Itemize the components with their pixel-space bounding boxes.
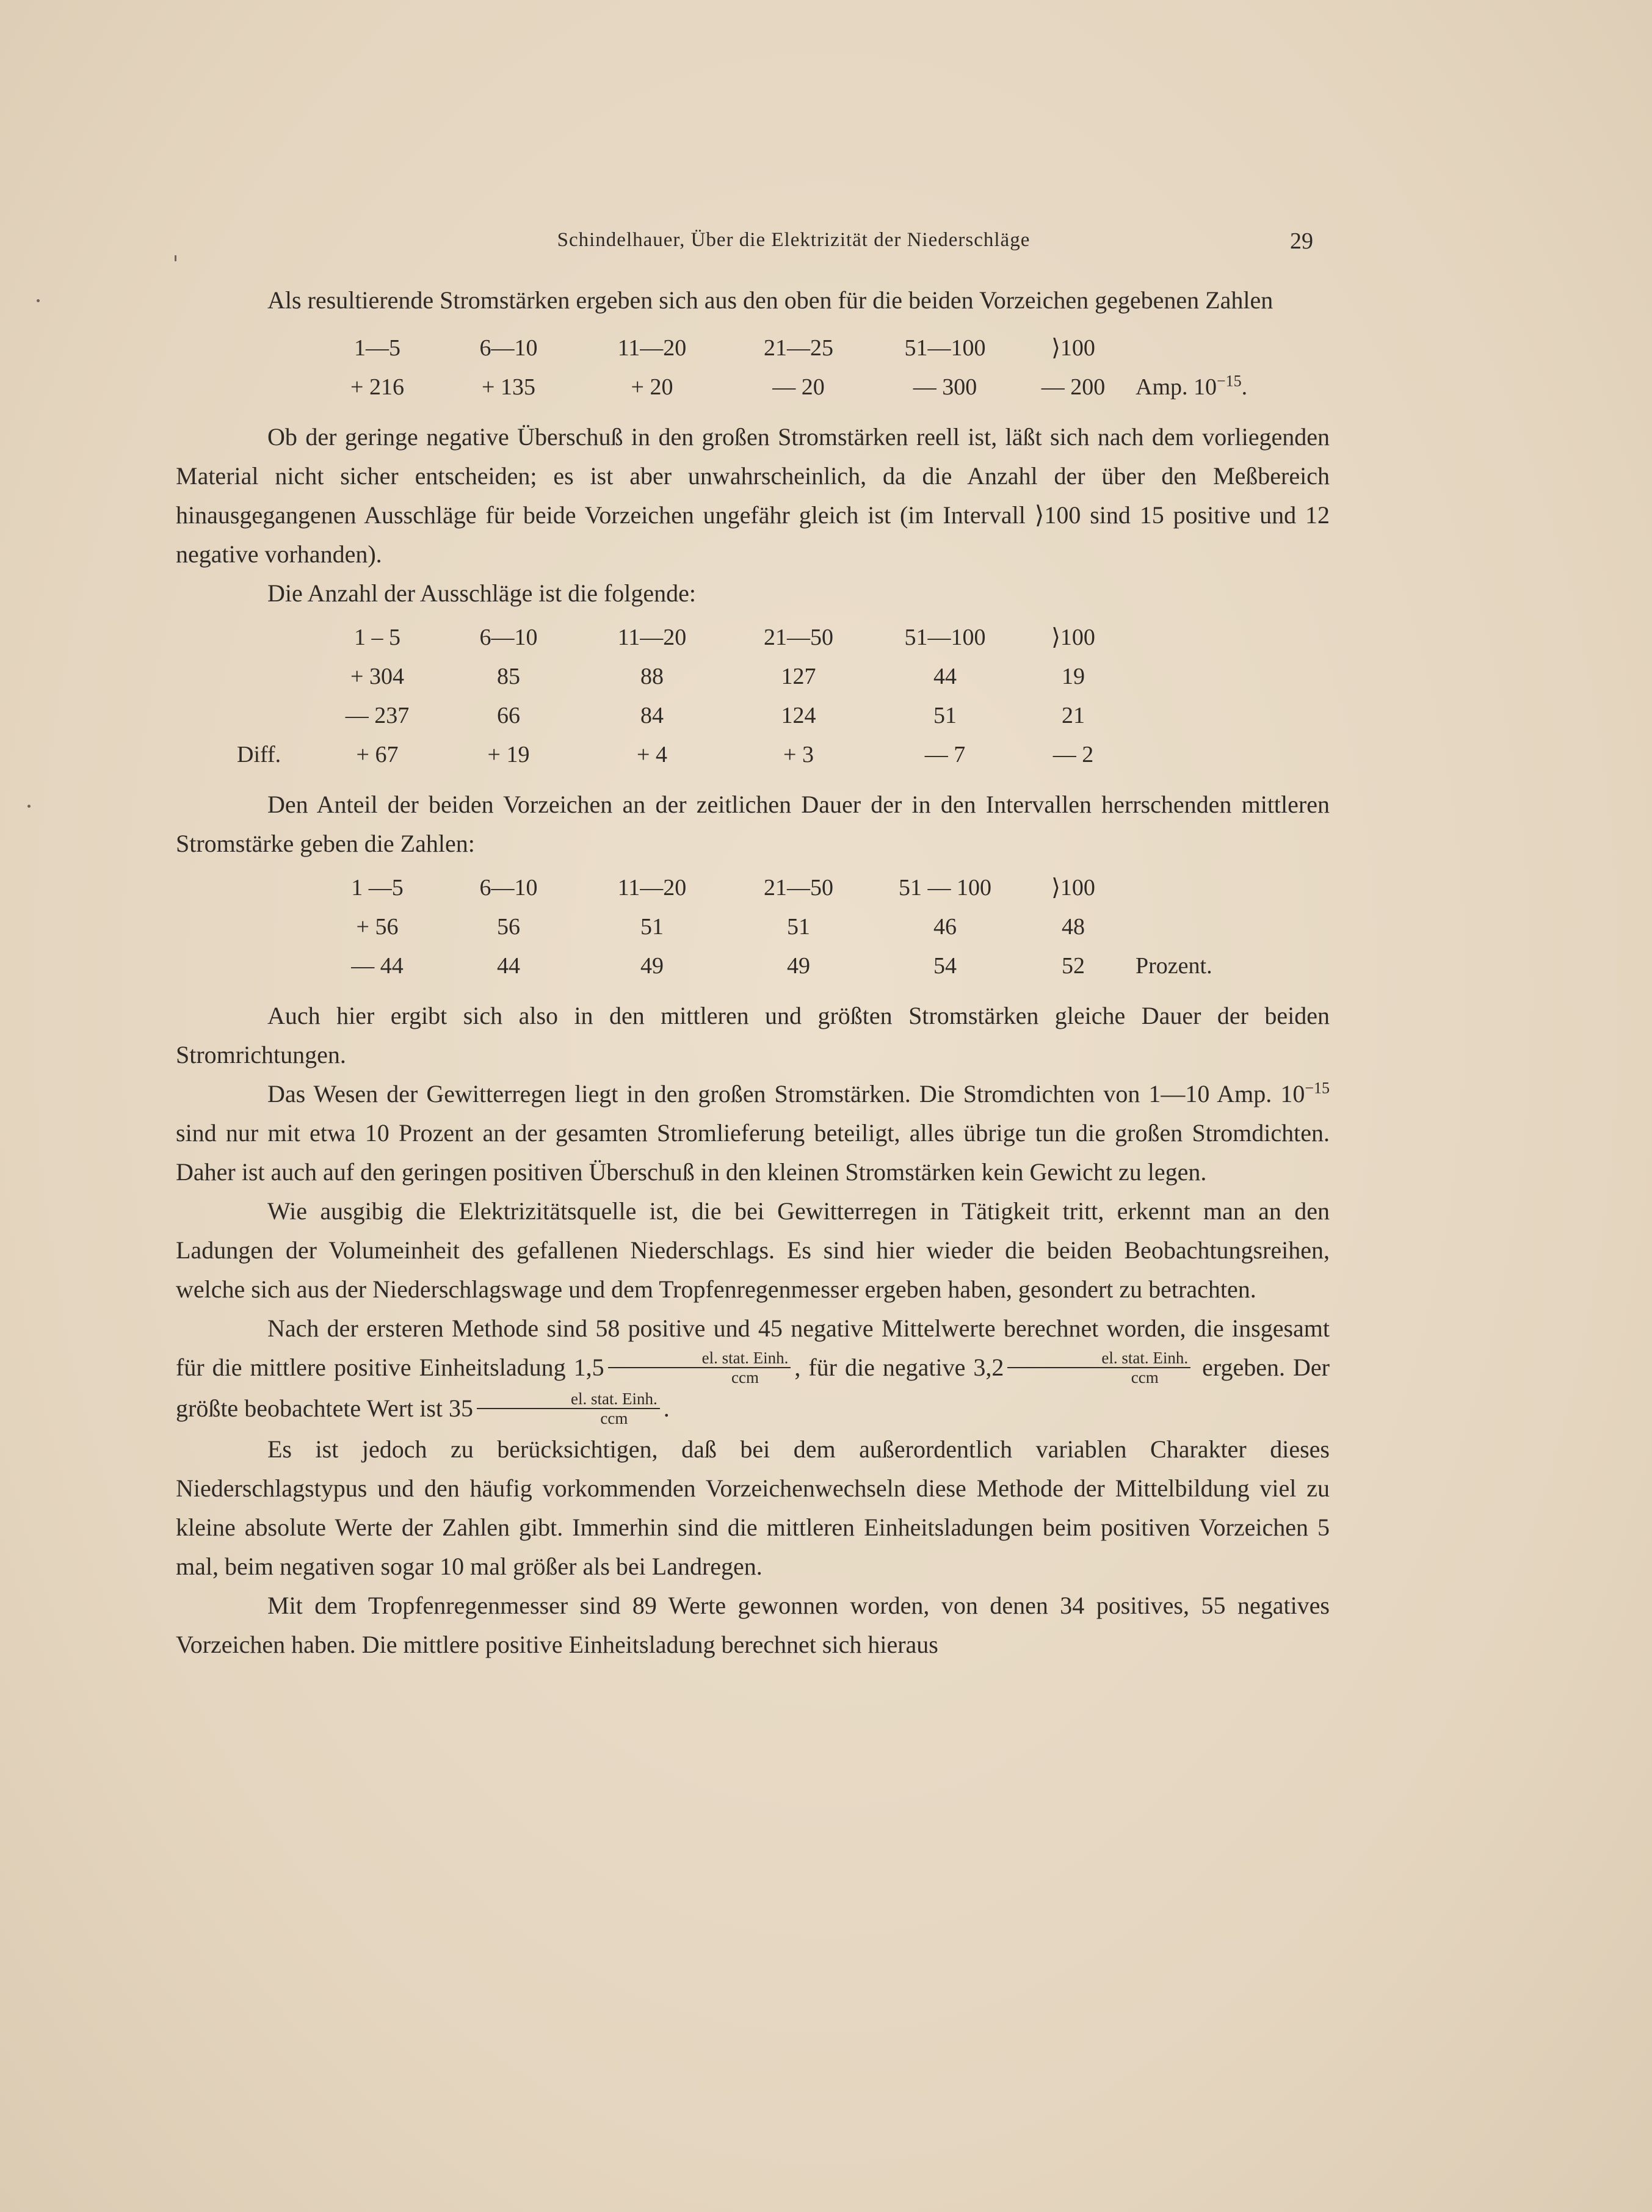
text-run: sind nur mit etwa 10 Prozent an der gesamten Stromlieferung beteiligt, alles übrige tun die großen Stromdichten. Daher ist auch auf den geringen positiven Überschuß in den kleinen Stromstärken kein Gewicht zu legen. <box>176 1119 1330 1186</box>
table-cell: 51 <box>933 703 957 728</box>
table-row <box>237 696 1128 735</box>
table-cell: — 7 <box>924 742 966 767</box>
table-cell: 51 — 100 <box>899 875 991 901</box>
text-run: , für die negative 3,2 <box>794 1354 1004 1381</box>
paper-speck <box>37 299 40 302</box>
paragraph: Mit dem Tropfenregenmesser sind 89 Werte gewonnen worden, von denen 34 positives, 55 negatives Vorzeichen haben. Die mittlere positive Einheitsladung berechnet sich hieraus <box>176 1591 1330 1658</box>
fraction-numerator: el. stat. Einh. <box>608 1349 791 1368</box>
table-cell: 21—50 <box>764 875 833 901</box>
table-cell <box>1128 328 1247 368</box>
paragraph: Es ist jedoch zu berücksichtigen, daß bei dem außerordentlich variablen Charakter dieses Niederschlagstypus und den häufig vorkommenden Vorzeichenwechseln diese Methode der Mittelbildung viel zu kleine absolute Werte der Zahlen gibt. Immerhin sind die mittleren Einheitsladungen beim positiven Vorzeichen 5 mal, beim negativen sogar 10 mal größer als bei Landregen. <box>176 1435 1330 1580</box>
table-cell: ⟩100 <box>1051 875 1095 901</box>
table-cell: 1 – 5 <box>354 625 400 650</box>
table-cell <box>1128 868 1212 907</box>
fraction-denominator: ccm <box>1131 1368 1159 1387</box>
table-cell: 49 <box>640 953 664 979</box>
table-cell: + 20 <box>631 374 673 400</box>
unit-label <box>1128 368 1247 407</box>
paragraph: Ob der geringe negative Überschuß in den großen Stromstärken reell ist, läßt sich nach dem vorliegenden Material nicht sicher entscheiden; es ist aber unwahrscheinlich, da die Anzahl der über den Meßbereich hinausgegangenen Ausschläge für beide Vorzeichen ungefähr gleich ist (im Intervall ⟩100 sind 15 positive und 12 negative vorhanden). <box>176 423 1330 568</box>
table-cell: 11—20 <box>617 335 687 361</box>
paragraph: Die Anzahl der Ausschläge ist die folgende: <box>267 579 697 607</box>
table-cell: 11—20 <box>617 875 687 901</box>
table-cell: + 304 <box>350 664 404 689</box>
table-cell: + 3 <box>783 742 814 767</box>
unit-exponent: −15 <box>1217 372 1242 390</box>
paragraph: Als resultierende Stromstärken ergeben sich aus den oben für die beiden Vorzeichen gegebenen Zahlen <box>267 286 1273 314</box>
table-cell: 51—100 <box>904 625 986 650</box>
unit-fraction <box>608 1349 791 1387</box>
table-cell: 21—50 <box>764 625 833 650</box>
unit-end: . <box>1241 374 1248 400</box>
unit-fraction <box>1007 1349 1190 1387</box>
table-cell: 51 <box>640 914 664 940</box>
table-cell: 44 <box>933 664 957 689</box>
fraction-numerator: el. stat. Einh. <box>477 1390 660 1409</box>
table-header-row <box>237 618 1128 657</box>
table-row <box>237 657 1128 696</box>
table-cell <box>237 618 316 657</box>
table-cell: — 237 <box>345 703 410 728</box>
table-cell: 52 <box>1062 953 1085 979</box>
table-cell: ⟩100 <box>1051 625 1095 650</box>
table-cell: 127 <box>781 664 816 689</box>
table-cell <box>1128 907 1212 946</box>
body-text <box>176 281 1330 1664</box>
fraction-denominator: ccm <box>600 1409 628 1427</box>
text-run: Nach der ersteren Methode sind 58 positive und 45 negative Mittelwerte berechnet worden, die insgesamt für die mittlere positive Einheitsladung 1,5 <box>176 1315 1330 1381</box>
table-cell: 1—5 <box>354 335 400 361</box>
paragraph: Wie ausgibig die Elektrizitätsquelle ist, die bei Gewitterregen in Tätigkeit tritt, erkennt man an den Ladungen der Volumeinheit des gefallenen Niederschlags. Es sind hier wieder die beiden Beobachtungsreihen, welche sich aus der Niederschlagswage und dem Tropfenregenmesser ergeben haben, gesondert zu betrachten. <box>176 1197 1330 1303</box>
table-cell: 19 <box>1062 664 1085 689</box>
table-header-row <box>316 868 1212 907</box>
current-strength-table <box>316 328 1247 407</box>
table-cell: + 67 <box>356 742 399 767</box>
table-cell: — 44 <box>351 953 404 979</box>
unit-label: Prozent. <box>1136 953 1212 979</box>
table-cell: — 20 <box>772 374 825 400</box>
table-header-row <box>316 328 1247 368</box>
table-cell: 6—10 <box>479 625 538 650</box>
table-cell: 21—25 <box>764 335 833 361</box>
table-cell: 46 <box>933 914 957 940</box>
table-row <box>316 907 1212 946</box>
table-cell <box>237 657 316 696</box>
table-cell: — 2 <box>1052 742 1094 767</box>
table-cell: 1 —5 <box>351 875 404 901</box>
exponent: −15 <box>1305 1079 1330 1097</box>
table-cell: 51 <box>787 914 810 940</box>
duration-share-table <box>316 868 1212 985</box>
table-cell: 84 <box>640 703 664 728</box>
table-cell: 49 <box>787 953 810 979</box>
running-header <box>0 223 1652 259</box>
paragraph: Den Anteil der beiden Vorzeichen an der zeitlichen Dauer der in den Intervallen herrschenden mittleren Stromstärke geben die Zahlen: <box>176 791 1330 857</box>
table-cell: 51—100 <box>904 335 986 361</box>
table-cell: + 56 <box>356 914 399 940</box>
text-run: ergeben. Der größte beobachtete Wert ist 35 <box>176 1354 1330 1422</box>
table-cell: + 4 <box>637 742 667 767</box>
fraction-numerator: el. stat. Einh. <box>1007 1349 1190 1368</box>
page-number: 29 <box>1290 228 1313 254</box>
table-cell: 66 <box>497 703 520 728</box>
table-cell: 44 <box>497 953 520 979</box>
text-run: Das Wesen der Gewitterregen liegt in den großen Stromstärken. Die Stromdichten von 1—10 Amp. 10 <box>267 1080 1305 1108</box>
deflection-count-table <box>237 618 1128 774</box>
table-cell <box>237 696 316 735</box>
running-title: Schindelhauer, Über die Elektrizität der Niederschläge <box>557 229 1031 251</box>
table-cell: 54 <box>933 953 957 979</box>
table-cell: + 19 <box>487 742 530 767</box>
table-cell: + 135 <box>482 374 535 400</box>
table-cell: + 216 <box>350 374 404 400</box>
table-cell: 21 <box>1062 703 1085 728</box>
table-cell: 88 <box>640 664 664 689</box>
unit-fraction <box>477 1390 660 1427</box>
paper-speck <box>27 805 31 808</box>
table-cell: 6—10 <box>479 335 538 361</box>
table-cell: 48 <box>1062 914 1085 940</box>
table-cell: 124 <box>781 703 816 728</box>
paragraph <box>176 1309 1330 1430</box>
table-row <box>237 735 1128 774</box>
table-cell: 6—10 <box>479 875 538 901</box>
table-row <box>316 368 1247 407</box>
paragraph <box>176 1075 1330 1192</box>
fraction-denominator: ccm <box>731 1368 759 1387</box>
table-cell: 56 <box>497 914 520 940</box>
table-cell: ⟩100 <box>1051 335 1095 361</box>
table-cell: — 200 <box>1041 374 1106 400</box>
text-run: . <box>663 1394 670 1422</box>
table-cell: 85 <box>497 664 520 689</box>
diff-label: Diff. <box>237 742 281 767</box>
table-cell: 11—20 <box>617 625 687 650</box>
paragraph: Auch hier ergibt sich also in den mittleren und größten Stromstärken gleiche Dauer der beiden Stromrichtungen. <box>176 1002 1330 1068</box>
table-cell: — 300 <box>913 374 977 400</box>
unit-text: Amp. 10 <box>1136 374 1217 400</box>
table-row <box>316 946 1212 985</box>
